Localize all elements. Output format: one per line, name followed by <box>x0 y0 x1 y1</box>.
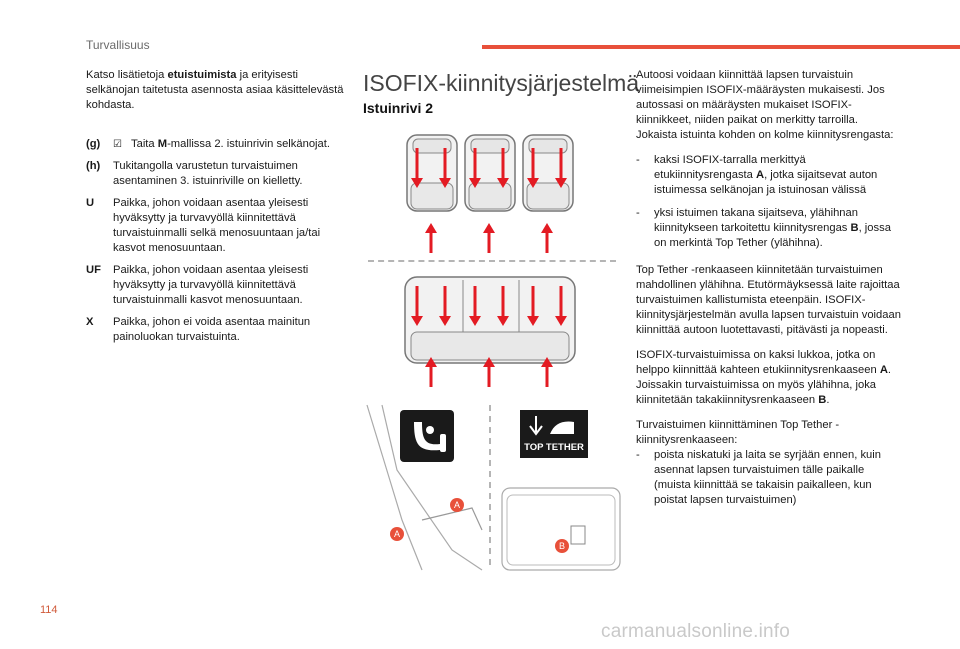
isofix-child-seat-icon <box>400 410 454 462</box>
paragraph: Turvaistuimen kiinnittäminen Top Tether -kiinnitysrenkaaseen: <box>636 419 840 446</box>
marker-b: B <box>555 539 569 553</box>
legend-list <box>86 137 346 352</box>
legend-item: X Paikka, johon ei voida asentaa mainitun painoluokan turvaistuinta. <box>86 316 311 343</box>
body-text-column <box>636 68 901 516</box>
paragraph: Top Tether -renkaaseen kiinnitetään turvaistuimen mahdollinen ylähihna. Etutörmäyksessä laite rajoittaa turvaistuimen kallistumista eteenpäin. ISOFIX-kiinnitysjärjestelmän avulla lapsen turvaistuin voidaan kiinnittää autoon luotettavasti, pitävästi ja nopeasti. <box>636 264 901 336</box>
page-number: 114 <box>40 604 58 616</box>
section-subtitle: Istuinrivi 2 <box>363 100 434 116</box>
bullet-item: - kaksi ISOFIX-tarralla merkittyä etukiinnitysrengasta A, jotka sijaitsevat auton istuimessa selkänojan ja istuinosan välissä <box>636 154 878 196</box>
checkbox-icon: ☑ <box>113 139 122 150</box>
paragraph: ISOFIX-turvaistuimissa on kaksi lukkoa, jotka on helppo kiinnittää kahteen etukiinnitysrenkaaseen A. Joissakin turvaistuimissa on myös ylähihna, joka kiinnitetään takakiinnitysrenkaaseen B. <box>636 349 892 406</box>
intro-paragraph: Katso lisätietoja etuistuimista ja erityisesti selkänojan taitetusta asennosta asiaa käsittelevästä kohdasta. <box>86 69 344 111</box>
divider-dashed <box>368 260 616 262</box>
marker-a-lower: A <box>390 527 404 541</box>
legend-item: U Paikka, johon voidaan asentaa yleisesti hyväksytty ja turvavyöllä kiinnitettävä turvaistuinmalli selkä menosuuntaan ja/tai kasvot menosuuntaan. <box>86 197 321 254</box>
seat-row-diagram-bottom <box>395 272 585 392</box>
header-accent-bar <box>482 45 960 49</box>
legend-item: (h) Tukitangolla varustetun turvaistuimen asentaminen 3. istuinriville on kielletty. <box>86 160 303 187</box>
section-title: Turvallisuus <box>86 38 150 52</box>
top-tether-label: TOP TETHER <box>524 442 584 453</box>
marker-a-upper: A <box>450 498 464 512</box>
legend-item: (g) ☑ Taita M-mallissa 2. istuinrivin selkänojat. <box>86 138 330 150</box>
seat-row-diagram-top <box>395 128 585 263</box>
legend-item: UF Paikka, johon voidaan asentaa yleisesti hyväksytty ja turvavyöllä kiinnitettävä turvaistuinmalli kasvot menosuuntaan. <box>86 264 309 306</box>
bullet-item: - poista niskatuki ja laita se syrjään ennen, kuin asennat lapsen turvaistuimen tälle paikalle (muista kiinnittää se takaisin paikalleen, kun poistat lapsen turvaistuimen) <box>636 449 881 506</box>
top-tether-icon <box>520 410 588 458</box>
watermark: carmanualsonline.info <box>601 621 791 642</box>
page-title: ISOFIX-kiinnitysjärjestelmä <box>363 70 640 96</box>
intro-bold: etuistuimista <box>167 69 237 81</box>
paragraph: Autoosi voidaan kiinnittää lapsen turvaistuin viimeisimpien ISOFIX-määräysten mukaisesti. Jos autossasi on määräysten mukaiset ISOFIX-kiinnikkeet, niiden paikat on merkitty tarroilla. Jokaista istuinta kohden on kolme kiinnitysrengasta: <box>636 69 894 141</box>
bullet-item: - yksi istuimen takana sijaitseva, ylähihnan kiinnitykseen tarkoitettu kiinnitysrengas B, jossa on merkintä Top Tether (ylähihna). <box>636 207 891 249</box>
